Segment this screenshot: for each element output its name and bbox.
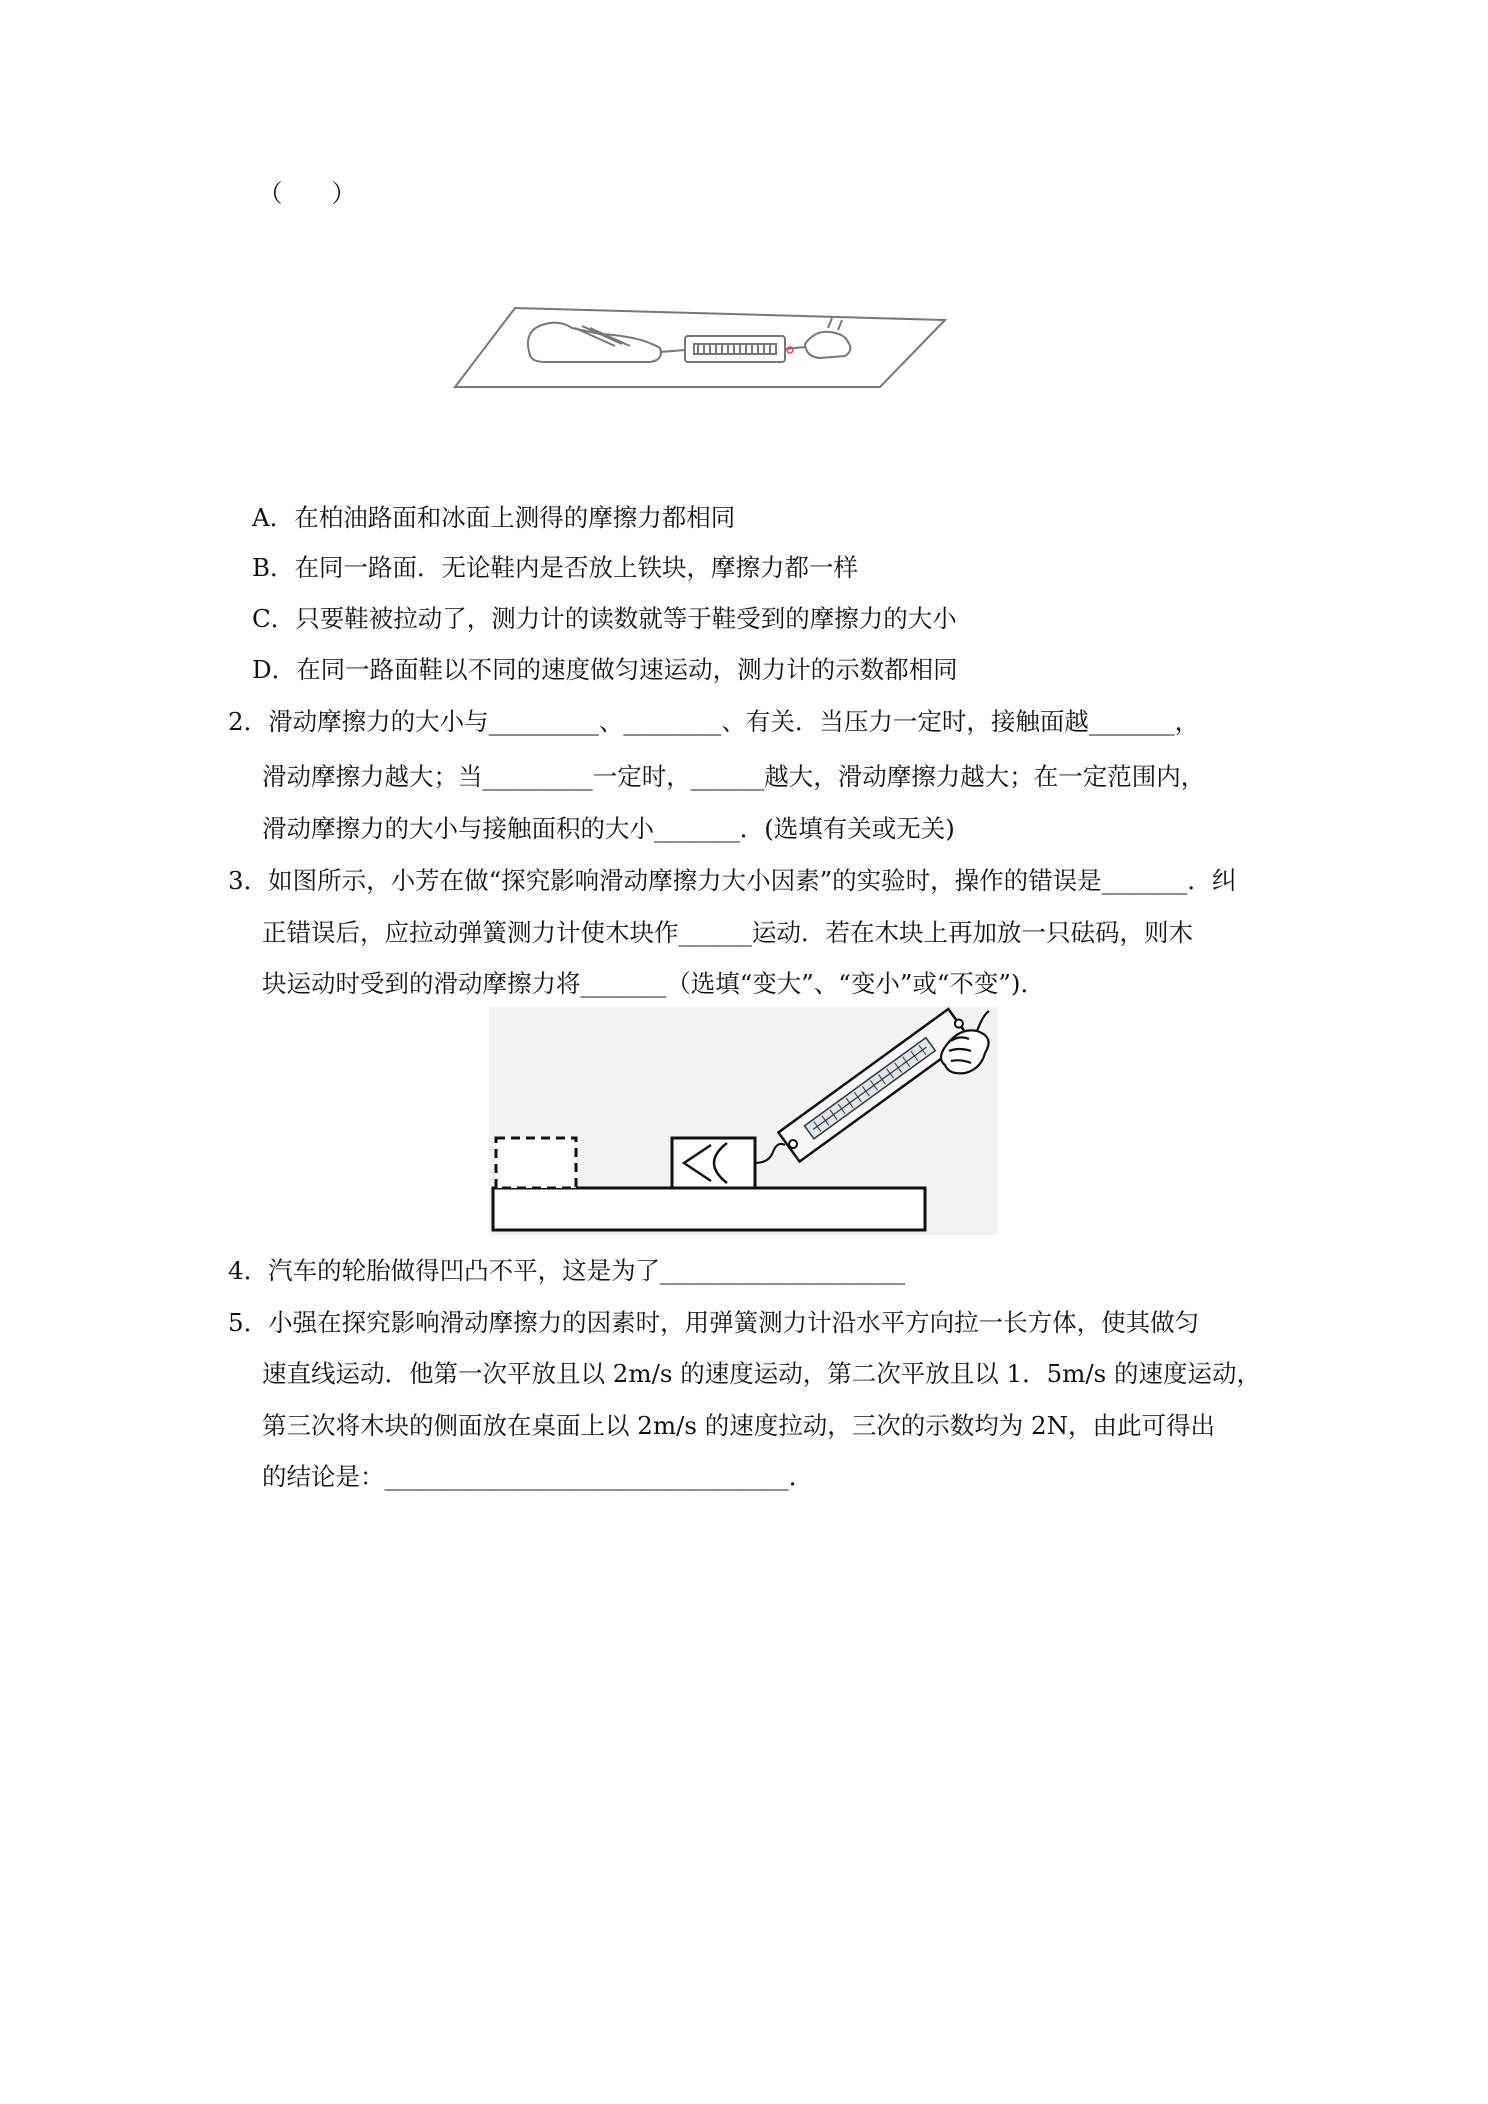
q2-line-1: 2．滑动摩擦力的大小与_________、________、有关．当压力一定时，接触面越_______， — [228, 707, 1200, 736]
q5-line-4: 的结论是：_________________________________． — [262, 1462, 814, 1491]
q2-line-3: 滑动摩擦力的大小与接触面积的大小_______．(选填有关或无关) — [262, 814, 955, 843]
shoe-spring-scale-figure — [450, 300, 950, 395]
q1-option-c: C．只要鞋被拉动了，测力计的读数就等于鞋受到的摩擦力的大小 — [252, 604, 957, 633]
q1-option-d: D．在同一路面鞋以不同的速度做匀速运动，测力计的示数都相同 — [252, 655, 958, 684]
q5-line-3: 第三次将木块的侧面放在桌面上以 2m/s 的速度拉动，三次的示数均为 2N，由此可得出 — [262, 1411, 1216, 1440]
q1-option-b: B．在同一路面．无论鞋内是否放上铁块，摩擦力都一样 — [252, 553, 859, 582]
q2-line-2: 滑动摩擦力越大；当_________一定时，______越大，滑动摩擦力越大；在一定范围内， — [262, 762, 1206, 791]
q5-line-1: 5．小强在探究影响滑动摩擦力的因素时，用弹簧测力计沿水平方向拉一长方体，使其做匀 — [228, 1308, 1200, 1337]
block-spring-scale-figure — [489, 1007, 997, 1235]
q3-line-3: 块运动时受到的滑动摩擦力将_______（选填“变大”、“变小”或“不变”)． — [262, 969, 1045, 998]
q1-answer-bracket: （ ） — [258, 179, 356, 208]
q4-line-1: 4．汽车的轮胎做得凹凸不平，这是为了____________________ — [228, 1256, 906, 1285]
q5-line-2: 速直线运动．他第一次平放且以 2m/s 的速度运动，第二次平放且以 1．5m/s 的速度运动， — [262, 1359, 1262, 1388]
q3-line-2: 正错误后，应拉动弹簧测力计使木块作______运动．若在木块上再加放一只砝码，则木 — [262, 918, 1193, 947]
q1-option-a: A．在柏油路面和冰面上测得的摩擦力都相同 — [252, 503, 736, 532]
q3-line-1: 3．如图所示，小芳在做“探究影响滑动摩擦力大小因素”的实验时，操作的错误是_______．纠 — [228, 866, 1237, 895]
